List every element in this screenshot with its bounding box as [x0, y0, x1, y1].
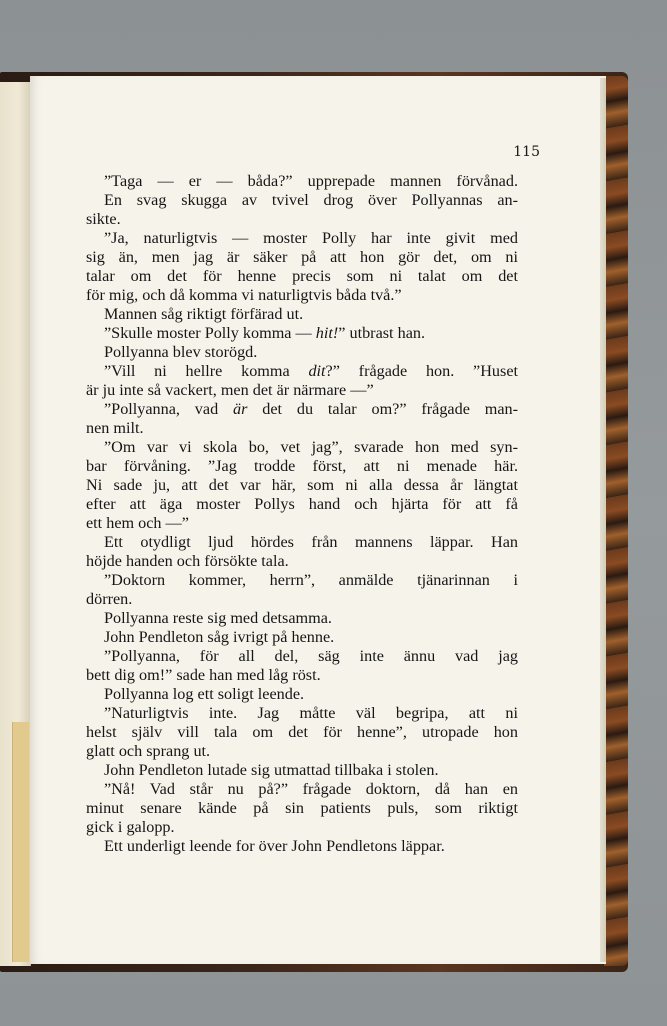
- italic-word: är: [233, 400, 248, 418]
- text-run: John Pendleton lutade sig utmattad tillbaka i stolen.: [104, 761, 439, 779]
- page-stack-edge: [600, 78, 606, 962]
- text-run: Pollyanna reste sig med detsamma.: [104, 609, 332, 627]
- text-line: [86, 400, 518, 419]
- marbled-cover-edge: [604, 76, 628, 966]
- text-run: det du talar om?” frågade man-: [247, 400, 518, 418]
- book-page: [30, 76, 606, 964]
- text-line: [86, 229, 518, 248]
- text-run: för mig, och då komma vi naturligtvis båda två.”: [86, 286, 402, 304]
- text-run: nen milt.: [86, 419, 144, 437]
- text-line: [86, 628, 518, 647]
- text-line: [86, 248, 518, 267]
- page-text: [86, 172, 518, 856]
- text-line: [86, 438, 518, 457]
- text-line: [86, 286, 518, 305]
- text-run: Ni sade ju, att det var här, som ni alla dessa år längtat: [86, 476, 518, 494]
- text-run: ”Pollyanna, för all del, säg inte ännu vad jag: [104, 647, 518, 665]
- text-run: Pollyanna log ett soligt leende.: [104, 685, 305, 703]
- text-line: [86, 210, 518, 229]
- text-run: är ju inte så vackert, men det är närmare —”: [86, 381, 374, 399]
- text-run: Pollyanna blev storögd.: [104, 343, 258, 361]
- text-line: [86, 267, 518, 286]
- text-line: [86, 666, 518, 685]
- text-run: ”Pollyanna, vad: [104, 400, 234, 418]
- text-run: ”Doktorn kommer, herrn”, anmälde tjänarinnan i: [104, 571, 518, 589]
- text-run: sig än, men jag är säker på att hon gör det, om ni: [86, 248, 518, 266]
- text-run: helst själv vill tala om det för henne”, utropade hon: [86, 723, 518, 741]
- text-line: [86, 704, 518, 723]
- text-line: [86, 476, 518, 495]
- text-run: ”Skulle moster Polly komma —: [104, 324, 316, 342]
- text-run: En svag skugga av tvivel drog över Pollyannas an-: [104, 191, 518, 209]
- text-line: [86, 172, 518, 191]
- text-run: efter att äga moster Pollys hand och hjärta för att få: [86, 495, 518, 513]
- text-run: John Pendleton såg ivrigt på henne.: [104, 628, 335, 646]
- text-run: höjde handen och försökte tala.: [86, 552, 289, 570]
- italic-word: dit: [308, 362, 326, 380]
- text-line: [86, 419, 518, 438]
- text-line: [86, 191, 518, 210]
- text-line: [86, 780, 518, 799]
- text-run: gick i galopp.: [86, 818, 175, 836]
- text-run: sikte.: [86, 210, 121, 228]
- text-line: [86, 723, 518, 742]
- text-run: ett hem och —”: [86, 514, 189, 532]
- text-run: ”Ja, naturligtvis — moster Polly har inte givit med: [104, 229, 518, 247]
- text-line: [86, 381, 518, 400]
- text-run: bett dig om!” sade han med låg röst.: [86, 666, 321, 684]
- text-run: ”Naturligtvis inte. Jag måtte väl begripa, att ni: [104, 704, 518, 722]
- text-run: ” utbrast han.: [338, 324, 426, 342]
- text-line: [86, 799, 518, 818]
- text-run: bar förvåning. ”Jag trodde först, att ni menade här.: [86, 457, 518, 475]
- text-run: ”Om var vi skola bo, vet jag”, svarade hon med syn-: [104, 438, 518, 456]
- text-run: glatt och sprang ut.: [86, 742, 211, 760]
- text-line: [86, 457, 518, 476]
- text-line: [86, 343, 518, 362]
- text-run: talar om det för henne precis som ni talat om det: [86, 267, 518, 285]
- text-line: [86, 305, 518, 324]
- text-run: Mannen såg riktigt förfärad ut.: [104, 305, 304, 323]
- text-line: [86, 362, 518, 381]
- text-line: [86, 571, 518, 590]
- text-run: dörren.: [86, 590, 133, 608]
- text-run: Ett otydligt ljud hördes från mannens läppar. Han: [104, 533, 518, 551]
- text-run: ”Nå! Vad står nu på?” frågade doktorn, då han en: [104, 780, 518, 798]
- text-run: ”Taga — er — båda?” upprepade mannen förvånad.: [104, 172, 518, 190]
- text-line: [86, 647, 518, 666]
- text-run: minut senare kände på sin patients puls, som riktigt: [86, 799, 518, 817]
- text-line: [86, 590, 518, 609]
- text-run: ”Vill ni hellre komma: [104, 362, 309, 380]
- text-line: [86, 552, 518, 571]
- text-line: [86, 324, 518, 343]
- text-run: Ett underligt leende for över John Pendletons läppar.: [104, 837, 445, 855]
- paper-tab: [12, 722, 29, 962]
- text-line: [86, 818, 518, 837]
- text-line: [86, 742, 518, 761]
- text-line: [86, 761, 518, 780]
- text-line: [86, 685, 518, 704]
- text-line: [86, 609, 518, 628]
- text-line: [86, 533, 518, 552]
- text-line: [86, 495, 518, 514]
- page-number: 115: [513, 144, 540, 160]
- text-line: [86, 837, 518, 856]
- text-line: [86, 514, 518, 533]
- italic-word: hit!: [315, 324, 339, 342]
- text-run: ?” frågade hon. ”Huset: [325, 362, 519, 380]
